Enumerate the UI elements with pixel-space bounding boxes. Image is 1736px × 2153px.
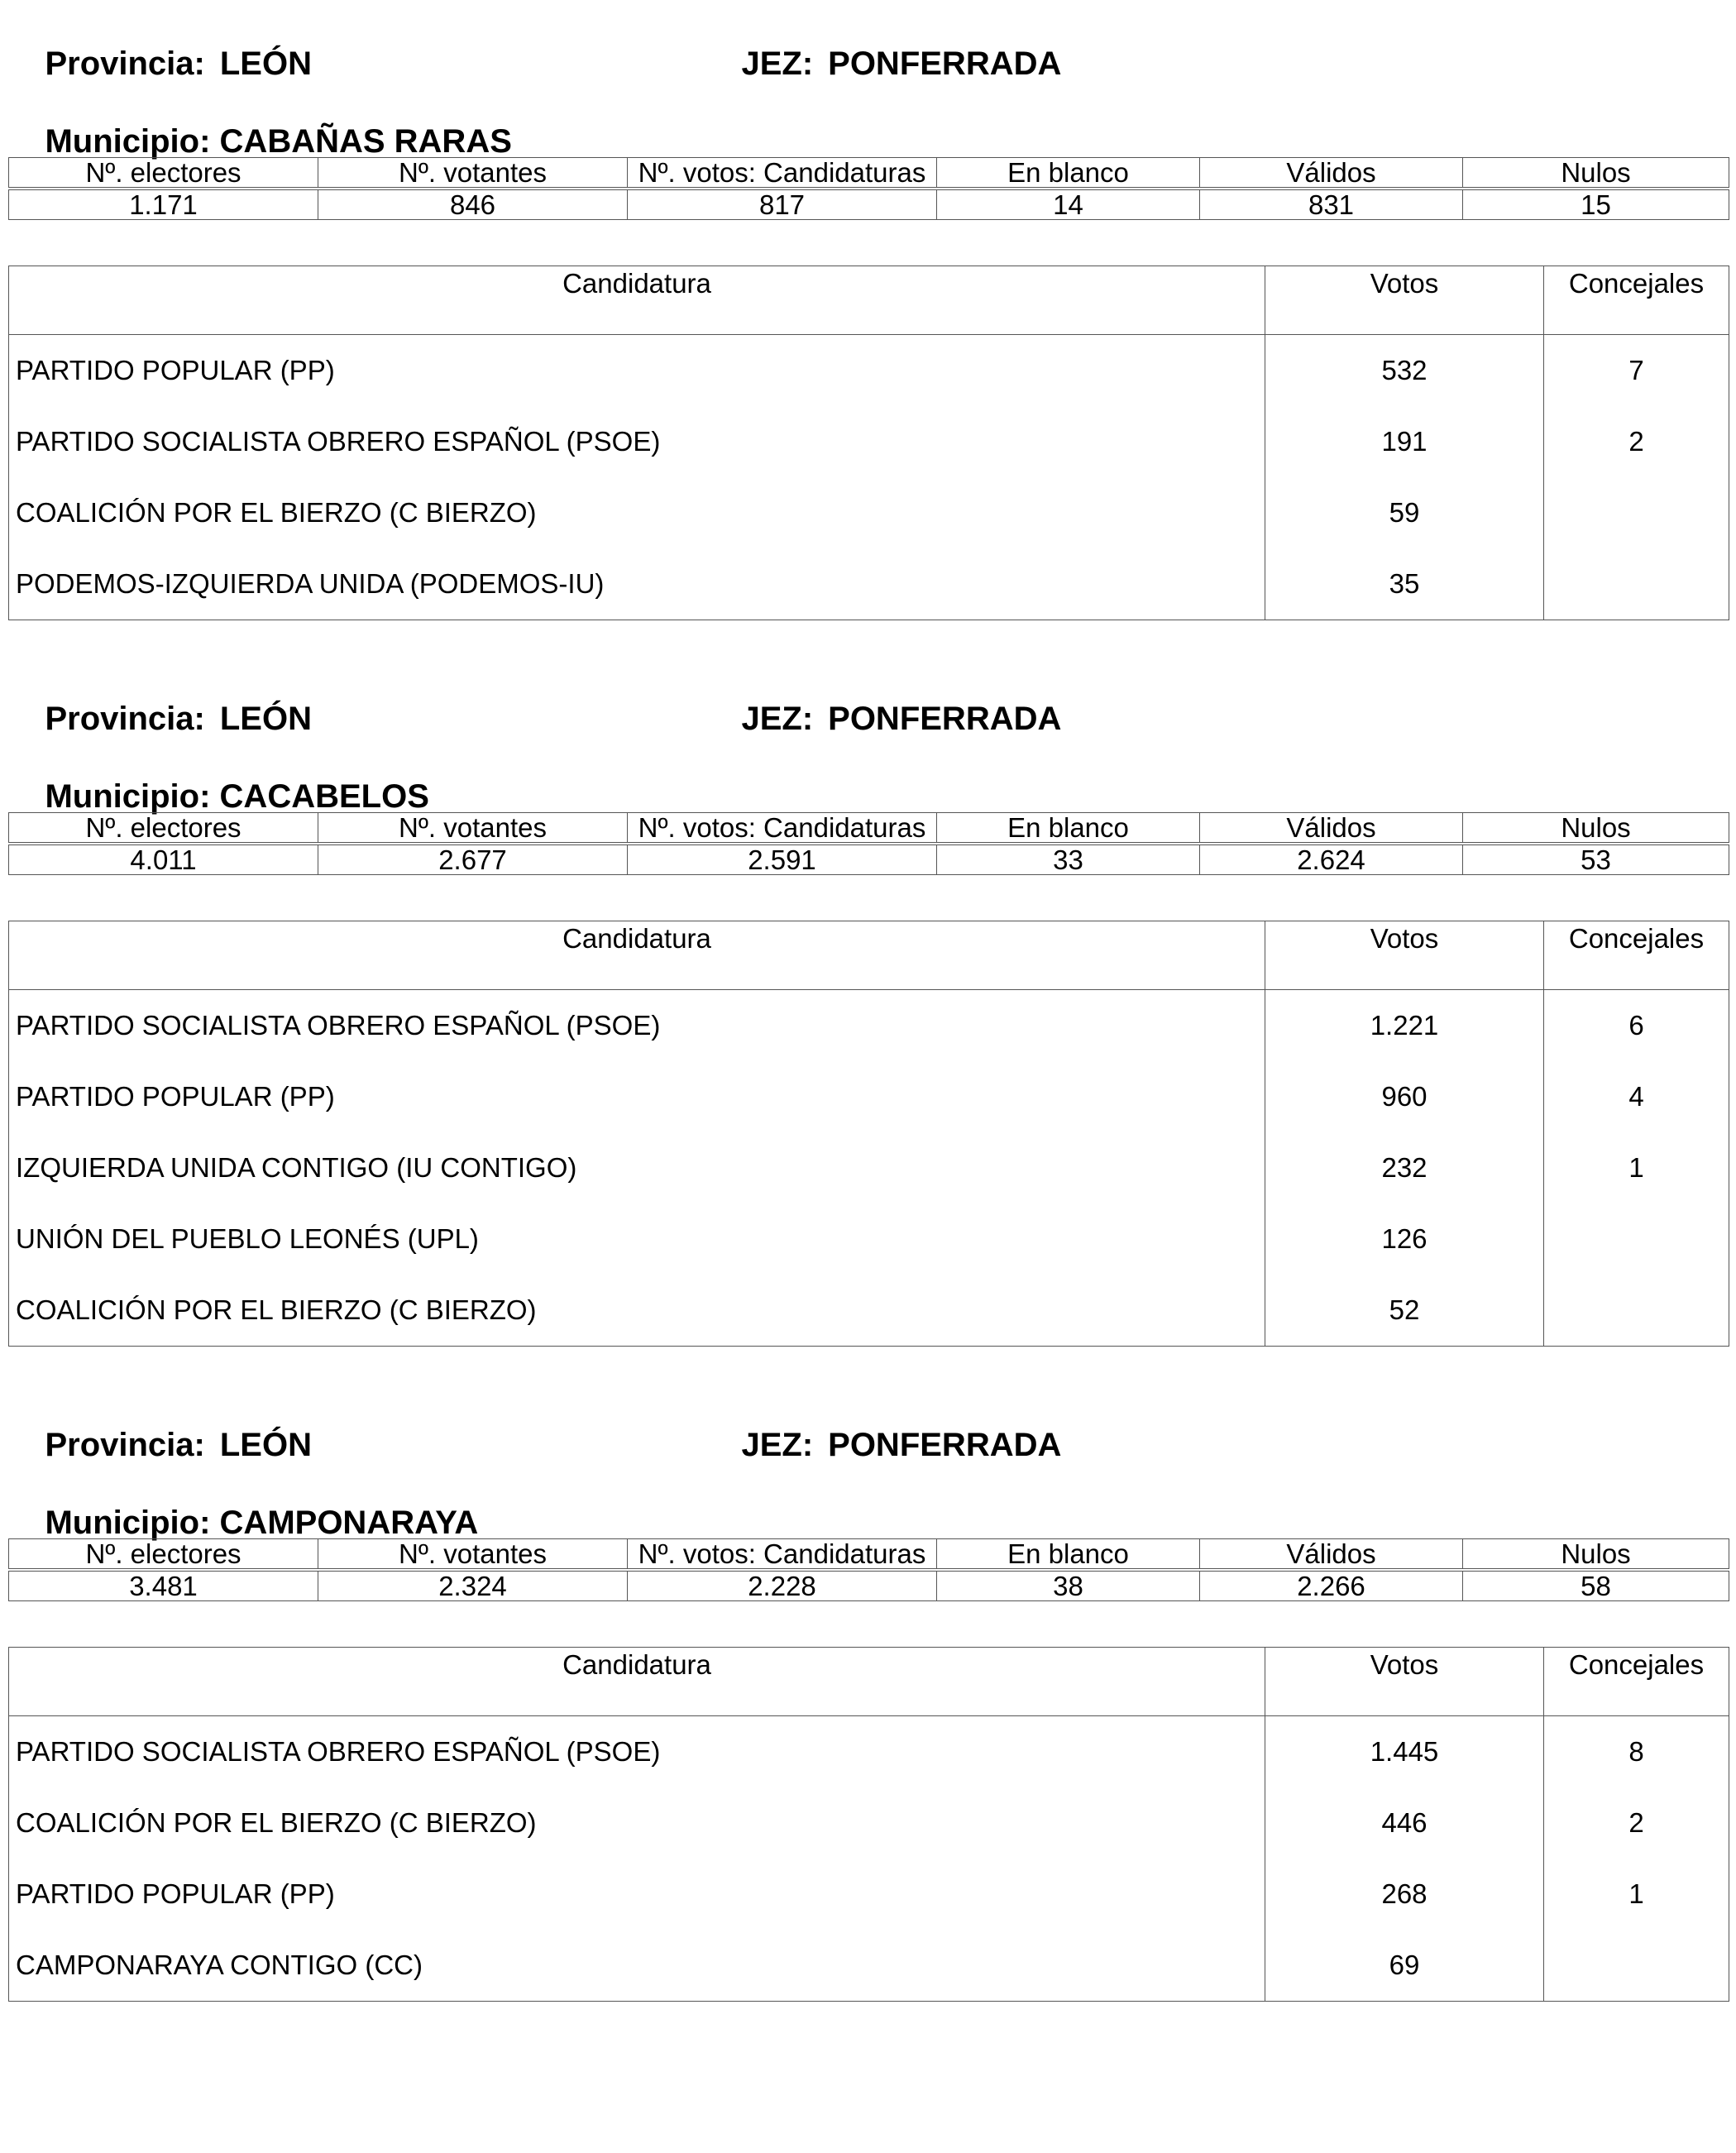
candidatura-name: IZQUIERDA UNIDA CONTIGO (IU CONTIGO) [9,1132,1265,1203]
candidaturas-header-row [9,266,1729,335]
jez-heading [705,662,1061,776]
stats-value: 846 [318,190,628,220]
stats-header: Nº. electores [9,1539,318,1569]
candidatura-concejales [1544,548,1729,620]
candidatura-row [9,477,1729,548]
stats-header: En blanco [937,158,1200,188]
provincia-value: LEÓN [219,1427,312,1463]
candidatura-votos: 532 [1265,335,1544,407]
jez-value: PONFERRADA [828,701,1062,737]
candidatura-row [9,1859,1729,1930]
stats-value: 1.171 [9,190,318,220]
concejales-header: Concejales [1544,1648,1729,1716]
candidatura-concejales: 2 [1544,406,1729,477]
stats-header: Nº. votos: Candidaturas [628,1539,937,1569]
stats-header: Nº. votantes [318,158,628,188]
candidatura-header: Candidatura [9,266,1265,335]
candidatura-votos: 1.445 [1265,1716,1544,1788]
candidatura-row [9,1275,1729,1347]
stats-header: En blanco [937,1539,1200,1569]
stats-header: Válidos [1200,158,1463,188]
municipio-label: Municipio: [45,123,211,160]
candidatura-concejales [1544,1275,1729,1347]
candidatura-votos: 59 [1265,477,1544,548]
candidatura-name: PODEMOS-IZQUIERDA UNIDA (PODEMOS-IU) [9,548,1265,620]
candidatura-row [9,1787,1729,1859]
stats-header: Nº. votos: Candidaturas [628,158,937,188]
stats-header: Nº. electores [9,813,318,843]
candidatura-votos: 1.221 [1265,990,1544,1062]
stats-header: Nulos [1463,813,1729,843]
jez-heading [705,1388,1061,1502]
candidatura-header: Candidatura [9,921,1265,990]
votos-header: Votos [1265,266,1544,335]
stats-value: 14 [937,190,1200,220]
stats-value: 2.591 [628,845,937,875]
stats-header: Nº. electores [9,158,318,188]
candidatura-name: PARTIDO POPULAR (PP) [9,1061,1265,1132]
stats-header-row [9,1539,1729,1569]
municipio-value: CAMPONARAYA [219,1505,479,1541]
candidatura-concejales: 8 [1544,1716,1729,1788]
stats-value: 15 [1463,190,1729,220]
candidatura-row [9,406,1729,477]
candidatura-row [9,1930,1729,2002]
stats-header-row [9,158,1729,188]
candidatura-votos: 232 [1265,1132,1544,1203]
candidatura-votos: 191 [1265,406,1544,477]
candidatura-name: COALICIÓN POR EL BIERZO (C BIERZO) [9,477,1265,548]
stats-value-row [9,1572,1729,1601]
stats-header: Nº. votantes [318,1539,628,1569]
candidatura-votos: 52 [1265,1275,1544,1347]
jez-value: PONFERRADA [828,1427,1062,1463]
candidatura-row [9,990,1729,1062]
stats-header: Válidos [1200,1539,1463,1569]
candidatura-row [9,1061,1729,1132]
stats-value: 2.324 [318,1572,628,1601]
candidatura-concejales: 7 [1544,335,1729,407]
jez-value: PONFERRADA [828,45,1062,82]
provincia-label: Provincia: [45,1427,205,1463]
votos-header: Votos [1265,921,1544,990]
stats-header-row [9,813,1729,843]
stats-value: 831 [1200,190,1463,220]
stats-header: Nulos [1463,1539,1729,1569]
candidatura-row [9,1132,1729,1203]
stats-value: 817 [628,190,937,220]
stats-header: Nº. votos: Candidaturas [628,813,937,843]
candidatura-concejales: 2 [1544,1787,1729,1859]
stats-value-row [9,190,1729,220]
stats-value-row [9,845,1729,875]
stats-header: Nº. votantes [318,813,628,843]
candidatura-concejales: 1 [1544,1859,1729,1930]
candidatura-concejales [1544,1930,1729,2002]
stats-value: 2.677 [318,845,628,875]
candidaturas-header-row [9,1648,1729,1716]
municipio-label: Municipio: [45,778,211,815]
stats-value: 38 [937,1572,1200,1601]
stats-value: 53 [1463,845,1729,875]
candidatura-concejales: 4 [1544,1061,1729,1132]
jez-label: JEZ: [741,1427,814,1463]
candidatura-votos: 126 [1265,1203,1544,1275]
candidatura-concejales [1544,477,1729,548]
stats-value: 33 [937,845,1200,875]
concejales-header: Concejales [1544,266,1729,335]
candidatura-header: Candidatura [9,1648,1265,1716]
candidatura-name: UNIÓN DEL PUEBLO LEONÉS (UPL) [9,1203,1265,1275]
candidatura-votos: 268 [1265,1859,1544,1930]
votos-header: Votos [1265,1648,1544,1716]
stats-value: 2.266 [1200,1572,1463,1601]
stats-value: 2.228 [628,1572,937,1601]
candidatura-name: COALICIÓN POR EL BIERZO (C BIERZO) [9,1275,1265,1347]
candidatura-name: COALICIÓN POR EL BIERZO (C BIERZO) [9,1787,1265,1859]
provincia-label: Provincia: [45,701,205,737]
jez-label: JEZ: [741,45,814,82]
concejales-header: Concejales [1544,921,1729,990]
candidaturas-table [8,1647,1729,2002]
candidaturas-table [8,921,1729,1347]
stats-header: En blanco [937,813,1200,843]
candidatura-concejales [1544,1203,1729,1275]
stats-header: Nulos [1463,158,1729,188]
stats-header: Válidos [1200,813,1463,843]
candidatura-concejales: 6 [1544,990,1729,1062]
candidatura-concejales: 1 [1544,1132,1729,1203]
stats-value: 4.011 [9,845,318,875]
jez-label: JEZ: [741,701,814,737]
municipio-label: Municipio: [45,1505,211,1541]
stats-value: 3.481 [9,1572,318,1601]
municipio-value: CABAÑAS RARAS [219,123,512,160]
stats-value: 58 [1463,1572,1729,1601]
candidatura-row [9,335,1729,407]
stats-table [8,1538,1729,1601]
candidatura-name: PARTIDO SOCIALISTA OBRERO ESPAÑOL (PSOE) [9,1716,1265,1788]
provincia-label: Provincia: [45,45,205,82]
stats-table [8,157,1729,220]
provincia-value: LEÓN [219,701,312,737]
candidatura-name: PARTIDO POPULAR (PP) [9,335,1265,407]
municipio-value: CACABELOS [219,778,429,815]
candidatura-row [9,1203,1729,1275]
candidatura-name: PARTIDO SOCIALISTA OBRERO ESPAÑOL (PSOE) [9,990,1265,1062]
candidaturas-table [8,266,1729,620]
candidatura-votos: 69 [1265,1930,1544,2002]
provincia-value: LEÓN [219,45,312,82]
candidatura-name: PARTIDO SOCIALISTA OBRERO ESPAÑOL (PSOE) [9,406,1265,477]
candidatura-votos: 35 [1265,548,1544,620]
candidaturas-header-row [9,921,1729,990]
candidatura-name: CAMPONARAYA CONTIGO (CC) [9,1930,1265,2002]
stats-value: 2.624 [1200,845,1463,875]
candidatura-votos: 960 [1265,1061,1544,1132]
jez-heading [705,7,1061,121]
candidatura-votos: 446 [1265,1787,1544,1859]
candidatura-name: PARTIDO POPULAR (PP) [9,1859,1265,1930]
candidatura-row [9,548,1729,620]
candidatura-row [9,1716,1729,1788]
stats-table [8,812,1729,875]
